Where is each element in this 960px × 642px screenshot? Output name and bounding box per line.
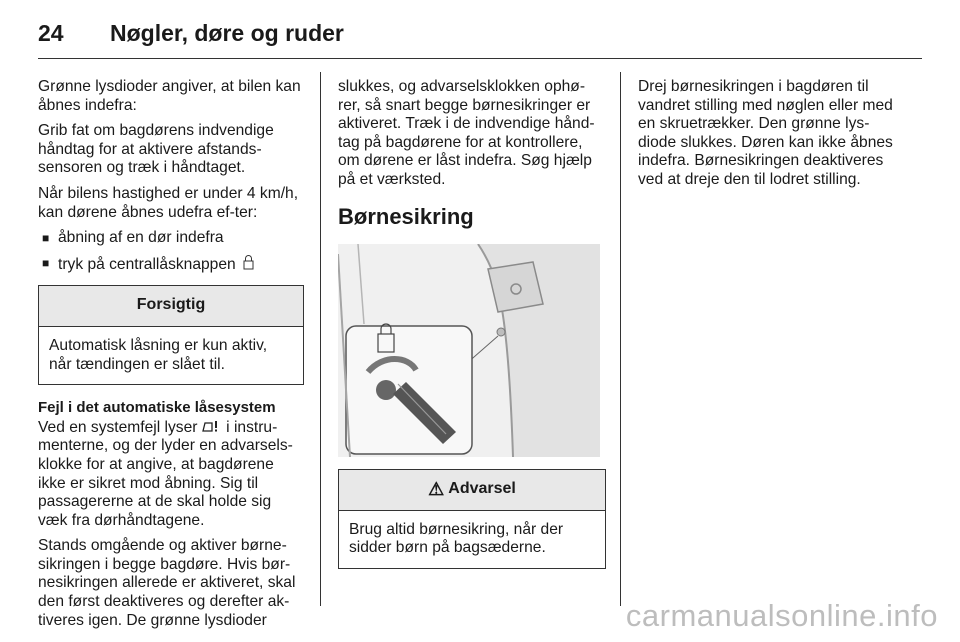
column-divider-1 bbox=[320, 72, 321, 606]
section-subheading: Fejl i det automatiske låsesystem bbox=[38, 399, 276, 417]
paragraph-text: i instru-menterne, og der lyder en advarsels-klokke for at angive, at bagdørene ikke er sikret mod åbning. Sig til passagererne at de skal holde sig væk fra dørhåndtagene. bbox=[38, 418, 293, 529]
paragraph: Stands omgående og aktiver børne-sikringen i begge bagdøre. Hvis bør-nesikringen allerede er aktiveret, skal den først deaktiveres og derefter ak-tiveres igen. De grønne lysdioder bbox=[38, 537, 296, 629]
child-lock-illustration bbox=[338, 244, 600, 457]
watermark: carmanualsonline.info bbox=[625, 598, 938, 633]
paragraph: Grib fat om bagdørens indvendige håndtag for at aktivere afstands-sensoren og træk i håndtaget. bbox=[38, 122, 274, 177]
list-item bbox=[38, 229, 304, 248]
central-lock-icon bbox=[243, 254, 254, 276]
paragraph: Når bilens hastighed er under 4 km/h, kan dørene åbnes udefra ef-ter: bbox=[38, 184, 299, 221]
column-1 bbox=[38, 78, 304, 637]
warning-box bbox=[338, 469, 606, 569]
paragraph: slukkes, og advarselsklokken ophø-rer, så snart begge børnesikringer er aktiveret. Træk i de indvendige hånd-tag på bagdørene for at kontrollere, om dørene er låst indefra. Søg hjælp på et værksted. bbox=[338, 78, 595, 188]
header-divider bbox=[38, 58, 922, 59]
column-2 bbox=[338, 78, 606, 583]
paragraph: Grønne lysdioder angiver, at bilen kan åbnes indefra: bbox=[38, 78, 301, 114]
door-warning-icon bbox=[202, 419, 222, 436]
list-item-text: åbning af en dør indefra bbox=[58, 229, 224, 247]
page-title: Nøgler, døre og ruder bbox=[110, 20, 344, 46]
paragraph bbox=[38, 419, 304, 531]
list-item bbox=[38, 254, 304, 276]
square-bullet-icon: ■ bbox=[42, 255, 50, 270]
list-item-text: tryk på centrallåsknappen bbox=[58, 255, 236, 273]
square-bullet-icon: ■ bbox=[42, 231, 50, 246]
column-divider-2 bbox=[620, 72, 621, 606]
paragraph-text: Ved en systemfejl lyser bbox=[38, 418, 198, 436]
caution-title: Forsigtig bbox=[39, 286, 303, 327]
caution-box bbox=[38, 285, 304, 385]
caution-text: Automatisk låsning er kun aktiv, når tændingen er slået til. bbox=[49, 336, 268, 373]
page-header bbox=[38, 14, 922, 58]
section-title: Børnesikring bbox=[338, 203, 474, 229]
warning-text: Brug altid børnesikring, når der sidder børn på bagsæderne. bbox=[349, 520, 564, 557]
paragraph: Drej børnesikringen i bagdøren til vandret stilling med nøglen eller med en skruetrækker. Den grønne lys-diode slukkes. Døren kan ikke åbnes indefra. Børnesikringen deaktiveres ved at dreje den til lodret stilling. bbox=[638, 78, 893, 188]
bullet-list bbox=[38, 229, 304, 275]
warning-header bbox=[339, 470, 605, 511]
warning-title: Advarsel bbox=[448, 480, 516, 498]
column-3 bbox=[638, 78, 904, 197]
page-number: 24 bbox=[38, 20, 64, 46]
warning-triangle-icon: ⚠ bbox=[428, 479, 445, 500]
